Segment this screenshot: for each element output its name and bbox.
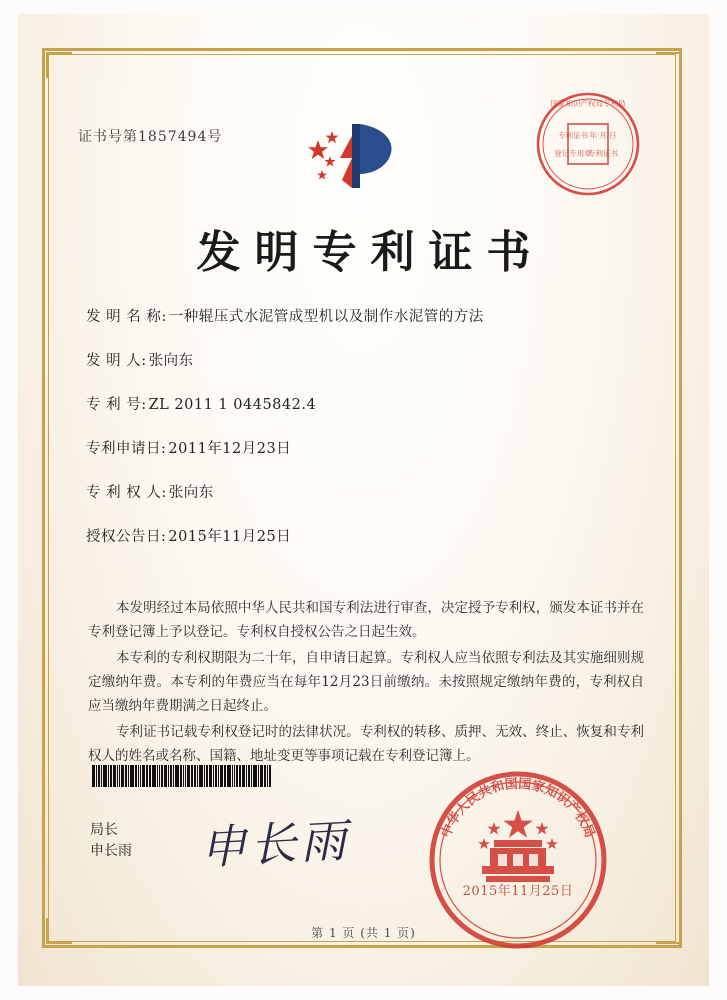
body-paragraph-3: 专利证书记载专利权登记时的法律状况。专利权的转移、质押、无效、终止、恢复和专利权人的姓名或名称、国籍、地址变更等事项记载在专利登记簿上。 [88,724,644,764]
director-role-label: 局长 [90,822,118,838]
certificate-number: 证书号第1857494号 [78,129,223,145]
field-label: 发 明 名 称: [86,309,167,325]
patent-office-logo-icon [300,118,420,194]
svg-text:专利证书: 专利证书 [558,131,588,140]
seal-date: 2015年11月25日 [462,884,574,899]
barcode-icon [92,765,288,787]
svg-text:专利证书: 专利证书 [588,149,618,158]
field-value: ZL 2011 1 0445842.4 [148,397,317,413]
body-paragraph-2: 本专利的专利权期限为二十年，自申请日起算。专利权人应当依照专利法及其实施细则规定缴纳年费。本专利的年费应当在每年12月23日前缴纳。未按照规定缴纳年费的，专利权自应当缴纳年费期满之日起终止。 [88,650,644,714]
field-label: 专 利 号: [86,397,147,413]
body-text [88,596,644,770]
field-value: 张向东 [148,353,194,369]
field-value: 2015年11月25日 [168,529,292,545]
corner-ornament-top-right [656,52,682,78]
page-footer: 第 1 页 (共 1 页) [311,926,416,940]
field-patentee [86,481,646,502]
field-invention-name [86,305,646,326]
body-paragraph-1: 本发明经过本局依照中华人民共和国专利法进行审查，决定授予专利权，颁发本证书并在专利登记簿上予以登记。专利权自授权公告之日起生效。 [88,600,644,640]
field-label: 专利申请日: [86,441,167,457]
field-value: 2011年12月23日 [168,441,292,457]
field-inventor [86,349,646,370]
svg-text:国家知识产权局专利局: 国家知识产权局专利局 [550,99,626,108]
field-grant-announcement-date [86,525,646,546]
field-application-date [86,437,646,458]
signature-block [90,820,132,862]
round-red-seal-icon [532,88,644,200]
corner-ornament-top-left [46,52,72,78]
field-label: 授权公告日: [86,529,167,545]
svg-text:中华人民共和国国家知识产权局: 中华人民共和国国家知识产权局 [438,776,598,840]
field-patent-number [86,393,646,414]
handwritten-signature: 申长雨 [198,813,352,875]
page-title: 发明专利证书 [196,227,545,278]
fields-list [86,305,646,569]
svg-text:登记专用章: 登记专用章 [554,149,592,158]
field-value: 一种辊压式水泥管成型机以及制作水泥管的方法 [168,309,484,325]
director-name-label: 申长雨 [90,843,132,859]
field-label: 发 明 人: [86,353,147,369]
field-label: 专 利 权 人: [86,485,167,501]
svg-text:年 月 日: 年 月 日 [589,131,617,140]
field-value: 张向东 [168,485,214,501]
